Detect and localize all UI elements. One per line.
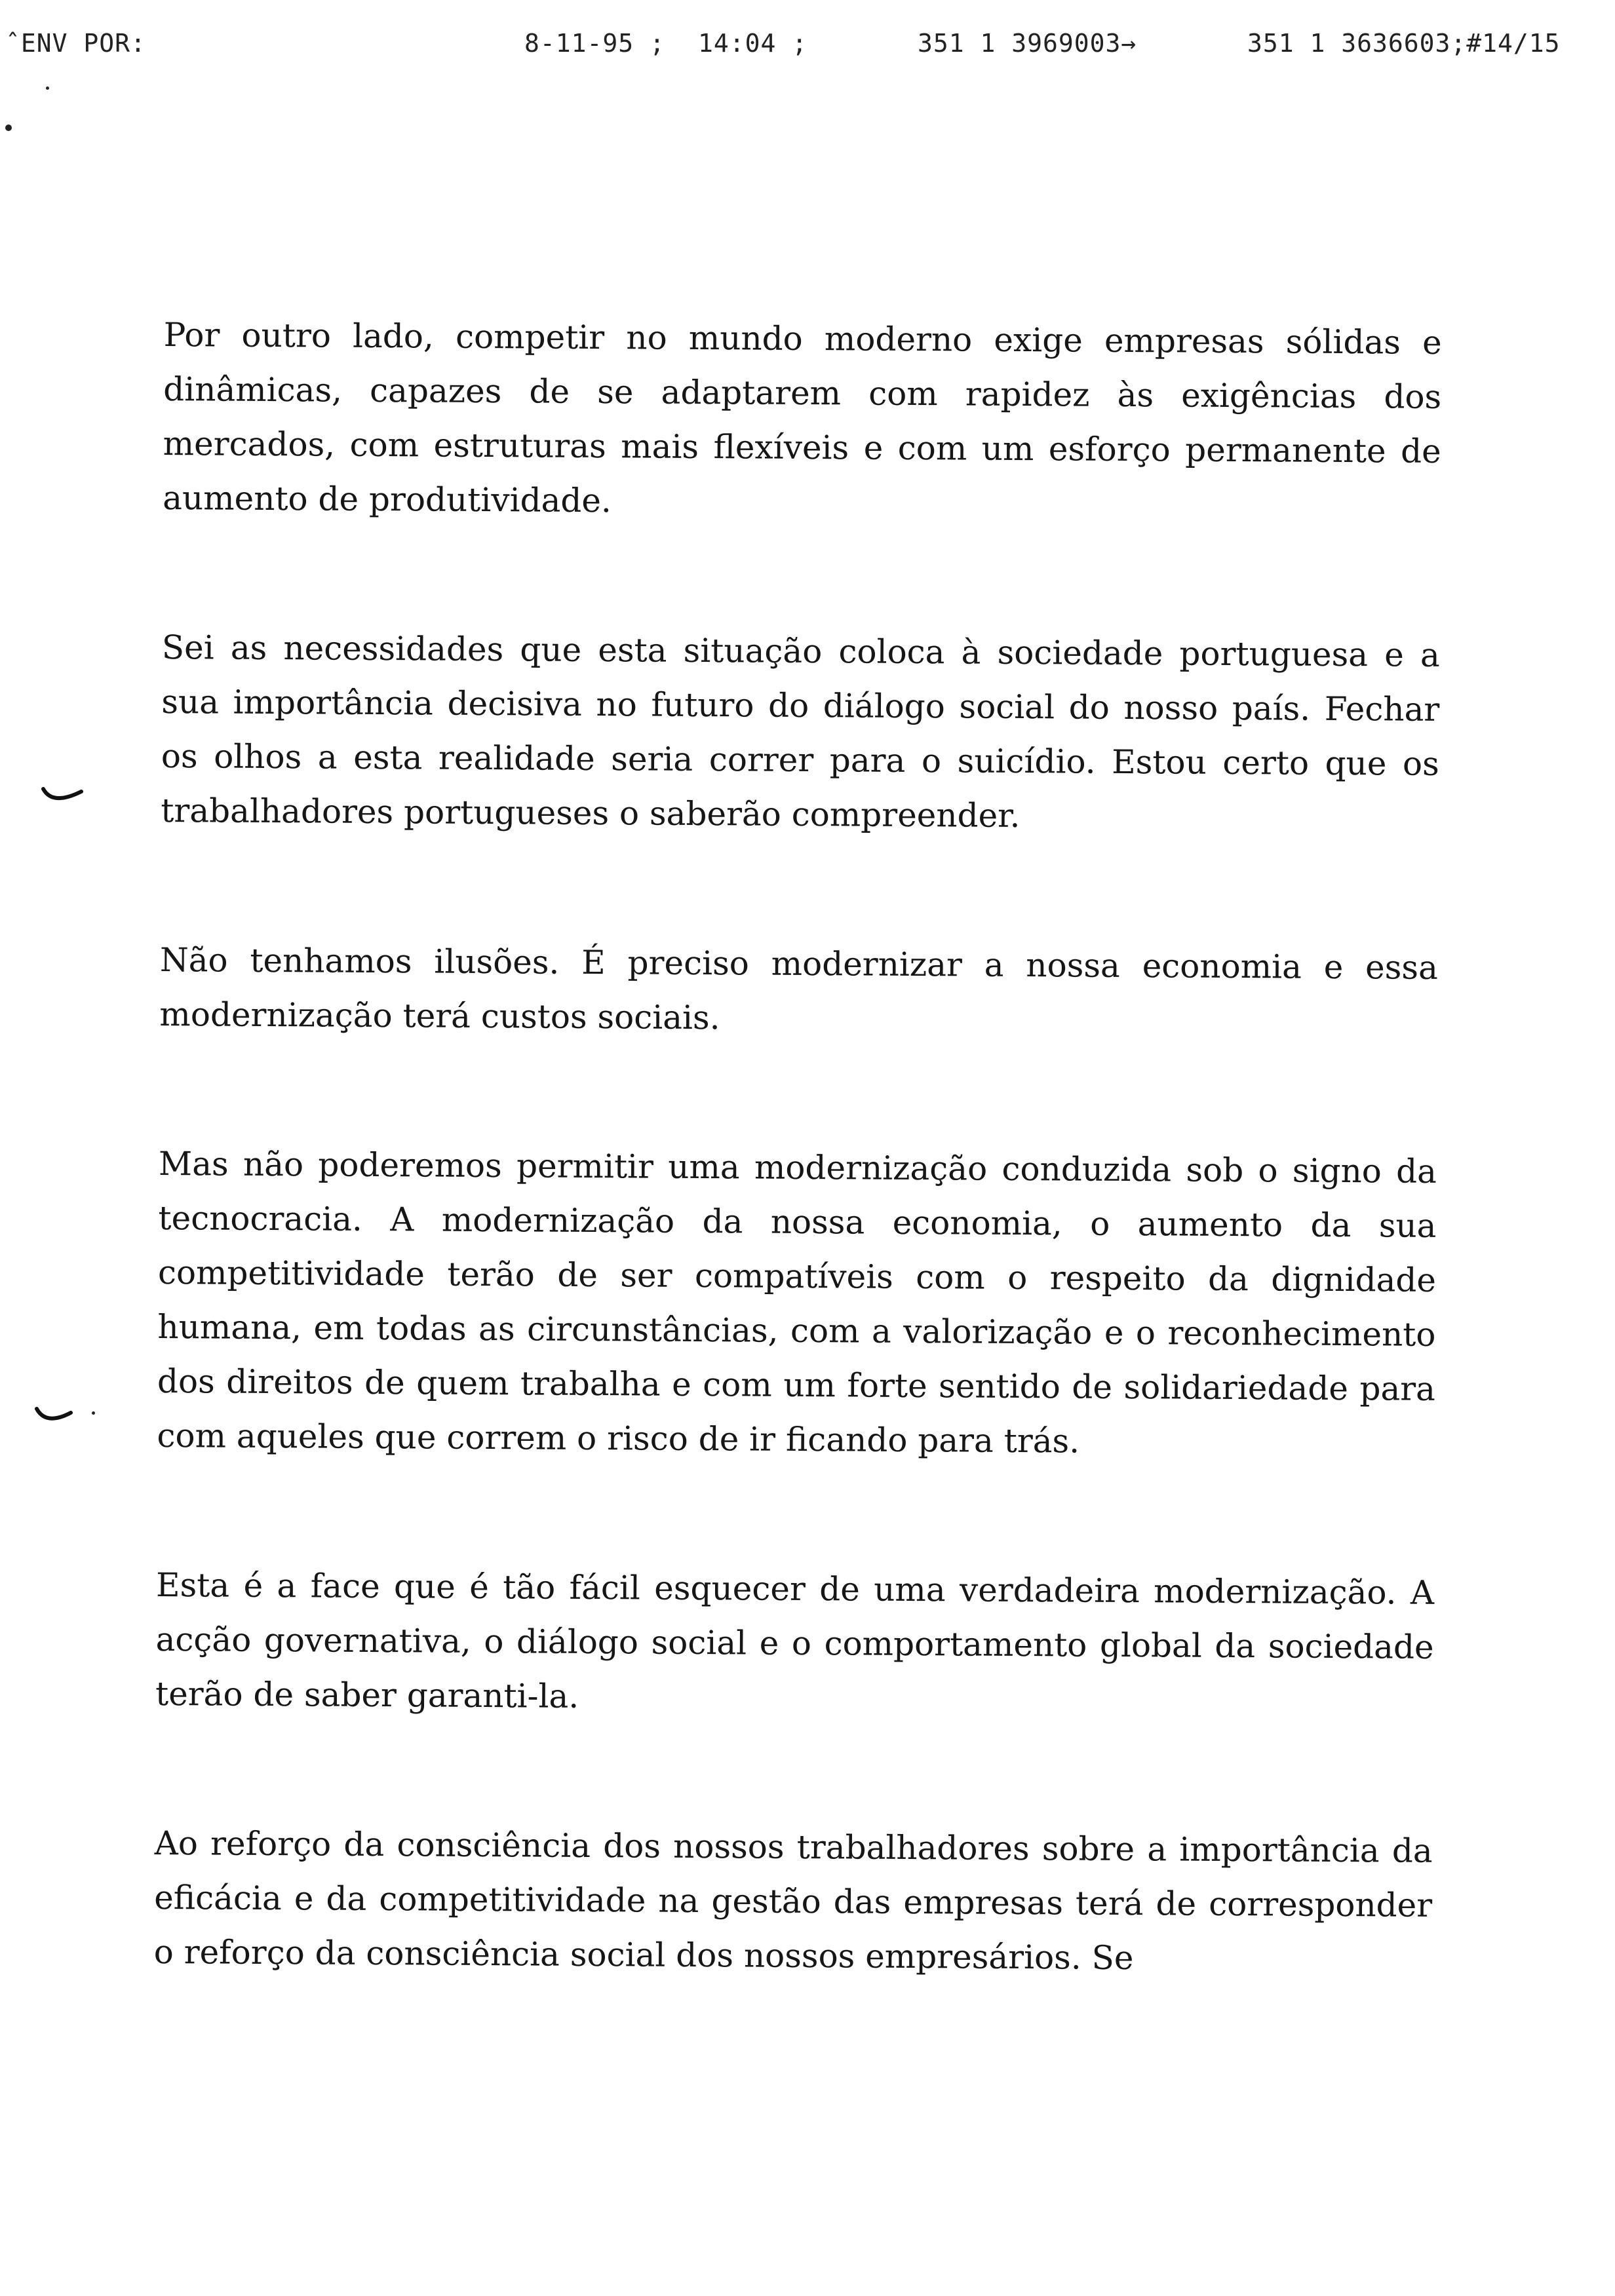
scan-speck bbox=[92, 1411, 95, 1415]
paragraph: Não tenhamos ilusões. É preciso modernizar a nossa economia e essa modernização terá custos sociais. bbox=[159, 940, 1439, 1037]
paragraph: Mas não poderemos permitir uma modernização conduzida sob o signo da tecnocracia. A modernização da nossa economia, o aumento da sua competitividade terão de ser compatíveis com o respeito da dignidade humana, em todas as circunstâncias, com a valorização e o reconhecimento dos direitos de quem trabalha e com um forte sentido de solidariedade para com aqueles que correm o risco de ir ficando para trás. bbox=[157, 1144, 1437, 1461]
scan-speck bbox=[46, 86, 49, 90]
margin-check-mark bbox=[34, 1404, 80, 1430]
paragraph: Ao reforço da consciência dos nossos trabalhadores sobre a importância da eficácia e da competitividade na gestão das empresas terá de corresponder o reforço da consciência social dos nossos empresários. Se bbox=[153, 1824, 1433, 1978]
fax-sender-label: ˆENV POR: bbox=[5, 29, 146, 58]
paragraph: Por outro lado, competir no mundo moderno exige empresas sólidas e dinâmicas, capazes de se adaptarem com rapidez às exigências dos mercados, com estruturas mais flexíveis e com um esforço permanente de aumento de produtividade. bbox=[163, 315, 1442, 520]
letter-body bbox=[153, 308, 1442, 2082]
paragraph: Sei as necessidades que esta situação coloca à sociedade portuguesa e a sua importância decisiva no futuro do diálogo social do nosso país. Fechar os olhos a esta realidade seria correr para o suicídio. Estou certo que os trabalhadores portugueses o saberão compreender. bbox=[161, 628, 1440, 835]
fax-time: 14:04 ; bbox=[698, 29, 808, 58]
paragraph: Esta é a face que é tão fácil esquecer de uma verdadeira modernização. A acção governativa, o diálogo social e o comportamento global da sociedade terão de saber garanti-la. bbox=[155, 1565, 1435, 1715]
fax-to-number-page: 351 1 3636603;#14/15 bbox=[1247, 29, 1561, 58]
fax-header bbox=[0, 29, 1615, 68]
fax-date: 8-11-95 ; bbox=[524, 29, 665, 58]
scan-speck bbox=[5, 124, 12, 131]
fax-from-number: 351 1 3969003→ bbox=[918, 29, 1137, 58]
margin-check-mark bbox=[41, 784, 87, 810]
